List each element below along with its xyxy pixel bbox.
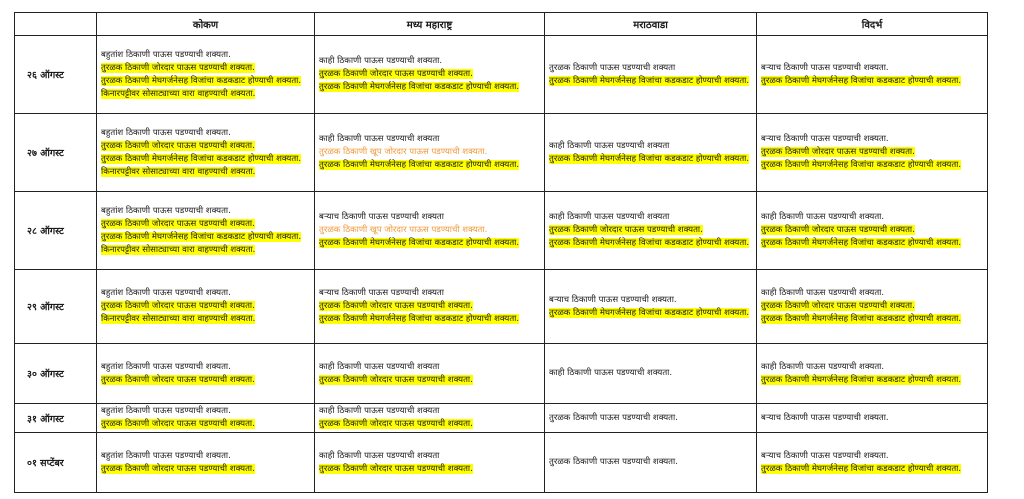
forecast-cell-vidarbha — [757, 270, 988, 344]
forecast-cell-konkan — [97, 433, 315, 493]
forecast-cell-vidarbha — [757, 114, 988, 192]
forecast-cell-marathwada — [545, 270, 757, 344]
forecast-line — [549, 456, 752, 469]
forecast-line-text: तुरळक ठिकाणी जोरदार पाऊस पडण्याची शक्यता. — [319, 301, 473, 311]
forecast-line-text: तुरळक ठिकाणी मेघगर्जनेसह विजांचा कडकडाट होण्याची शक्यता. — [101, 75, 302, 86]
forecast-line-text: तुरळक ठिकाणी जोरदार पाऊस पडण्याची शक्यता. — [101, 62, 255, 73]
forecast-line — [319, 55, 540, 68]
forecast-line — [101, 49, 310, 62]
highlighted-forecast-line — [319, 159, 540, 172]
date-cell: २६ ऑगस्ट — [15, 36, 97, 114]
header-row — [15, 13, 988, 36]
forecast-line — [761, 133, 983, 146]
highlighted-forecast-line — [101, 75, 310, 88]
date-cell: ३० ऑगस्ट — [15, 344, 97, 404]
forecast-line-text: तुरळक ठिकाणी मेघगर्जनेसह विजांचा कडकडाट होण्याची शक्यता. — [101, 231, 302, 242]
forecast-line-text: काही ठिकाणी पाऊस पडण्याची शक्यता — [319, 450, 440, 461]
highlighted-forecast-line — [101, 463, 310, 476]
highlighted-forecast-line — [319, 237, 540, 250]
forecast-line — [549, 294, 752, 307]
forecast-line-text: बहुतांश ठिकाणी पाऊस पडण्याची शक्यता. — [101, 406, 231, 416]
highlighted-forecast-line — [101, 153, 310, 166]
forecast-cell-madhya-maharashtra — [315, 404, 545, 433]
date-cell: २९ ऑगस्ट — [15, 270, 97, 344]
forecast-line — [319, 450, 540, 463]
highlighted-forecast-line — [761, 313, 983, 326]
highlighted-forecast-line — [101, 62, 310, 75]
highlighted-forecast-line — [761, 300, 983, 313]
highlighted-forecast-line — [101, 300, 310, 313]
forecast-line-text: तुरळक ठिकाणी पाऊस पडण्याची शक्यता. — [549, 457, 678, 467]
forecast-line — [101, 205, 310, 218]
forecast-line-text: तुरळक ठिकाणी जोरदार पाऊस पडण्याची शक्यता. — [761, 301, 915, 311]
forecast-line-text: काही ठिकाणी पाऊस पडण्याची शक्यता — [549, 140, 670, 151]
highlighted-forecast-line — [101, 244, 310, 257]
forecast-line-text: काही ठिकाणी पाऊस पडण्याची शक्यता — [319, 406, 440, 416]
header-madhya-maharashtra: मध्य महाराष्ट्र — [315, 13, 545, 36]
forecast-line-text: बहुतांश ठिकाणी पाऊस पडण्याची शक्यता. — [101, 361, 231, 372]
forecast-line — [761, 287, 983, 300]
forecast-line — [761, 62, 983, 75]
highlighted-forecast-line — [319, 68, 540, 81]
highlighted-forecast-line — [101, 374, 310, 387]
highlighted-forecast-line — [101, 88, 310, 101]
table-row — [15, 192, 988, 270]
forecast-cell-madhya-maharashtra — [315, 114, 545, 192]
table-row — [15, 114, 988, 192]
forecast-line — [319, 405, 540, 418]
header-vidarbha: विदर्भ — [757, 13, 988, 36]
forecast-line-text: तुरळक ठिकाणी जोरदार पाऊस पडण्याची शक्यता. — [101, 218, 255, 229]
forecast-line-text: तुरळक ठिकाणी मेघगर्जनेसह विजांचा कडकडाट होण्याची शक्यता. — [319, 238, 520, 248]
forecast-line-text: काही ठिकाणी पाऊस पडण्याची शक्यता. — [319, 56, 443, 66]
forecast-cell-konkan — [97, 404, 315, 433]
forecast-line-text: तुरळक ठिकाणी मेघगर्जनेसह विजांचा कडकडाट होण्याची शक्यता. — [761, 374, 962, 385]
forecast-line-text: काही ठिकाणी पाऊस पडण्याची शक्यता. — [549, 368, 673, 378]
forecast-line-text: तुरळक ठिकाणी मेघगर्जनेसह विजांचा कडकडाट होण्याची शक्यता. — [761, 314, 962, 324]
highlighted-forecast-line — [101, 313, 310, 326]
table-row — [15, 404, 988, 433]
forecast-line — [549, 412, 752, 425]
forecast-line — [101, 405, 310, 418]
forecast-line-text: तुरळक ठिकाणी मेघगर्जनेसह विजांचा कडकडाट होण्याची शक्यता. — [761, 463, 962, 474]
forecast-line — [319, 287, 540, 300]
forecast-line-text: तुरळक ठिकाणी जोरदार पाऊस पडण्याची शक्यता. — [319, 419, 473, 429]
highlighted-forecast-line — [101, 231, 310, 244]
highlighted-forecast-line — [761, 146, 983, 159]
forecast-line-text: काही ठिकाणी पाऊस पडण्याची शक्यता. — [761, 288, 885, 298]
forecast-line — [101, 450, 310, 463]
forecast-cell-konkan — [97, 36, 315, 114]
highlighted-forecast-line — [101, 418, 310, 431]
forecast-line-text: तुरळक ठिकाणी जोरदार पाऊस पडण्याची शक्यता. — [101, 301, 255, 311]
date-cell: ३१ ऑगस्ट — [15, 404, 97, 433]
forecast-line-text: तुरळक ठिकाणी मेघगर्जनेसह विजांचा कडकडाट होण्याची शक्यता. — [319, 160, 520, 170]
forecast-line-text: किनारपट्टीवर सोसाट्याच्या वारा वाहण्याची शक्यता. — [101, 166, 256, 177]
highlighted-forecast-line — [319, 81, 540, 94]
forecast-cell-marathwada — [545, 36, 757, 114]
forecast-line — [319, 361, 540, 374]
forecast-cell-madhya-maharashtra — [315, 344, 545, 404]
forecast-cell-konkan — [97, 344, 315, 404]
forecast-cell-madhya-maharashtra — [315, 192, 545, 270]
forecast-cell-marathwada — [545, 192, 757, 270]
forecast-cell-marathwada — [545, 114, 757, 192]
forecast-line-text: तुरळक ठिकाणी जोरदार पाऊस पडण्याची शक्यता. — [101, 463, 255, 474]
forecast-line-text: तुरळक ठिकाणी मेघगर्जनेसह विजांचा कडकडाट होण्याची शक्यता. — [761, 75, 962, 86]
table-row — [15, 433, 988, 493]
highlighted-forecast-line — [761, 75, 983, 88]
forecast-cell-marathwada — [545, 404, 757, 433]
forecast-table-body — [15, 36, 988, 493]
forecast-line — [761, 450, 983, 463]
date-cell: २७ ऑगस्ट — [15, 114, 97, 192]
highlighted-forecast-line — [761, 237, 983, 250]
highlighted-forecast-line — [319, 463, 540, 476]
forecast-line-text: काही ठिकाणी पाऊस पडण्याची शक्यता — [549, 212, 670, 222]
forecast-line-text: तुरळक ठिकाणी मेघगर्जनेसह विजांचा कडकडाट होण्याची शक्यता. — [101, 153, 302, 164]
forecast-line-text: तुरळक ठिकाणी पाऊस पडण्याची शक्यता. — [549, 412, 678, 423]
forecast-line-text: काही ठिकाणी पाऊस पडण्याची शक्यता. — [761, 361, 885, 372]
highlighted-forecast-line — [101, 166, 310, 179]
forecast-line-text: बहुतांश ठिकाणी पाऊस पडण्याची शक्यता. — [101, 450, 231, 461]
highlighted-forecast-line — [549, 153, 752, 166]
forecast-line-text: काही ठिकाणी पाऊस पडण्याची शक्यता — [319, 134, 440, 144]
forecast-line-text: तुरळक ठिकाणी मेघगर्जनेसह विजांचा कडकडाट होण्याची शक्यता. — [761, 238, 962, 248]
forecast-line — [549, 140, 752, 153]
highlighted-forecast-line — [319, 300, 540, 313]
forecast-line-text: तुरळक ठिकाणी जोरदार पाऊस पडण्याची शक्यता. — [101, 374, 255, 385]
highlighted-forecast-line — [101, 140, 310, 153]
forecast-line-text: तुरळक ठिकाणी जोरदार पाऊस पडण्याची शक्यता. — [549, 225, 703, 235]
forecast-cell-vidarbha — [757, 404, 988, 433]
forecast-line-text: तुरळक ठिकाणी खूप जोरदार पाऊस पडण्याची शक्यता. — [319, 147, 488, 157]
header-konkan: कोकण — [97, 13, 315, 36]
forecast-line-text: बऱ्याच ठिकाणी पाऊस पडण्याची शक्यता. — [761, 62, 889, 73]
forecast-line-text: तुरळक ठिकाणी खूप जोरदार पाऊस पडण्याची शक्यता. — [319, 225, 488, 235]
forecast-cell-marathwada — [545, 433, 757, 493]
forecast-line-text: किनारपट्टीवर सोसाट्याच्या वारा वाहण्याची शक्यता. — [101, 314, 256, 324]
forecast-line-text: तुरळक ठिकाणी पाऊस पडण्याची शक्यता — [549, 62, 676, 73]
forecast-line-text: किनारपट्टीवर सोसाट्याच्या वारा वाहण्याची शक्यता. — [101, 244, 256, 255]
forecast-line-text: तुरळक ठिकाणी मेघगर्जनेसह विजांचा कडकडाट होण्याची शक्यता. — [319, 82, 520, 92]
forecast-cell-madhya-maharashtra — [315, 433, 545, 493]
header-date-column — [15, 13, 97, 36]
forecast-line-text: तुरळक ठिकाणी मेघगर्जनेसह विजांचा कडकडाट होण्याची शक्यता. — [549, 153, 750, 164]
forecast-line-text: बऱ्याच ठिकाणी पाऊस पडण्याची शक्यता. — [761, 412, 889, 423]
forecast-line — [549, 62, 752, 75]
forecast-line-text: बऱ्याच ठिकाणी पाऊस पडण्याची शक्यता — [319, 212, 444, 222]
forecast-cell-madhya-maharashtra — [315, 36, 545, 114]
forecast-line-text: तुरळक ठिकाणी जोरदार पाऊस पडण्याची शक्यता. — [319, 463, 473, 474]
table-row — [15, 36, 988, 114]
forecast-cell-madhya-maharashtra — [315, 270, 545, 344]
forecast-line-text: तुरळक ठिकाणी जोरदार पाऊस पडण्याची शक्यता. — [761, 225, 915, 235]
table-row — [15, 344, 988, 404]
forecast-line — [761, 211, 983, 224]
highlighted-forecast-line — [761, 374, 983, 387]
forecast-table-wrapper — [14, 12, 988, 493]
forecast-cell-konkan — [97, 270, 315, 344]
highlighted-forecast-line — [101, 218, 310, 231]
header-marathwada: मराठवाडा — [545, 13, 757, 36]
forecast-line — [101, 127, 310, 140]
forecast-line-text: बऱ्याच ठिकाणी पाऊस पडण्याची शक्यता. — [549, 294, 677, 305]
forecast-line-text: किनारपट्टीवर सोसाट्याच्या वारा वाहण्याची शक्यता. — [101, 88, 256, 99]
forecast-cell-vidarbha — [757, 36, 988, 114]
forecast-line-text: बहुतांश ठिकाणी पाऊस पडण्याची शक्यता. — [101, 49, 231, 60]
forecast-line — [319, 211, 540, 224]
forecast-line-text: तुरळक ठिकाणी जोरदार पाऊस पडण्याची शक्यता. — [101, 419, 255, 429]
forecast-table — [14, 12, 988, 493]
forecast-line-text: काही ठिकाणी पाऊस पडण्याची शक्यता. — [761, 212, 885, 222]
highlighted-forecast-line — [761, 159, 983, 172]
forecast-line-text: तुरळक ठिकाणी जोरदार पाऊस पडण्याची शक्यता. — [319, 69, 473, 79]
forecast-cell-vidarbha — [757, 433, 988, 493]
forecast-line-text: तुरळक ठिकाणी मेघगर्जनेसह विजांचा कडकडाट होण्याची शक्यता. — [549, 307, 750, 318]
highlighted-forecast-line — [761, 463, 983, 476]
forecast-line — [101, 361, 310, 374]
forecast-line-text: बहुतांश ठिकाणी पाऊस पडण्याची शक्यता. — [101, 127, 231, 138]
highlighted-forecast-line — [549, 307, 752, 320]
forecast-cell-vidarbha — [757, 344, 988, 404]
forecast-line-text: बऱ्याच ठिकाणी पाऊस पडण्याची शक्यता. — [761, 134, 889, 144]
forecast-cell-konkan — [97, 192, 315, 270]
highlighted-forecast-line — [549, 224, 752, 237]
highlighted-forecast-line — [549, 75, 752, 88]
forecast-line — [761, 361, 983, 374]
forecast-line-text: बऱ्याच ठिकाणी पाऊस पडण्याची शक्यता — [319, 288, 444, 298]
forecast-line — [549, 211, 752, 224]
highlighted-forecast-line — [319, 313, 540, 326]
forecast-cell-marathwada — [545, 344, 757, 404]
table-row — [15, 270, 988, 344]
forecast-line-text: तुरळक ठिकाणी मेघगर्जनेसह विजांचा कडकडाट होण्याची शक्यता. — [761, 160, 962, 170]
forecast-line-text: तुरळक ठिकाणी मेघगर्जनेसह विजांचा कडकडाट होण्याची शक्यता. — [319, 314, 520, 324]
forecast-line-text: तुरळक ठिकाणी जोरदार पाऊस पडण्याची शक्यता. — [319, 374, 473, 385]
forecast-line — [549, 367, 752, 380]
warning-forecast-line — [319, 146, 540, 159]
forecast-line — [101, 287, 310, 300]
forecast-line-text: बऱ्याच ठिकाणी पाऊस पडण्याची शक्यता. — [761, 450, 889, 461]
forecast-line-text: तुरळक ठिकाणी जोरदार पाऊस पडण्याची शक्यता. — [761, 147, 915, 157]
forecast-line — [761, 412, 983, 425]
warning-forecast-line — [319, 224, 540, 237]
forecast-line-text: तुरळक ठिकाणी मेघगर्जनेसह विजांचा कडकडाट होण्याची शक्यता. — [549, 75, 750, 86]
forecast-line-text: तुरळक ठिकाणी मेघगर्जनेसह विजांचा कडकडाट होण्याची शक्यता. — [549, 238, 750, 248]
highlighted-forecast-line — [319, 418, 540, 431]
forecast-cell-vidarbha — [757, 192, 988, 270]
highlighted-forecast-line — [549, 237, 752, 250]
forecast-line — [319, 133, 540, 146]
forecast-line-text: काही ठिकाणी पाऊस पडण्याची शक्यता — [319, 361, 440, 372]
date-cell: २८ ऑगस्ट — [15, 192, 97, 270]
forecast-cell-konkan — [97, 114, 315, 192]
forecast-line-text: बहुतांश ठिकाणी पाऊस पडण्याची शक्यता. — [101, 205, 231, 216]
forecast-line-text: तुरळक ठिकाणी जोरदार पाऊस पडण्याची शक्यता. — [101, 140, 255, 151]
date-cell: ०१ सप्टेंबर — [15, 433, 97, 493]
forecast-line-text: बहुतांश ठिकाणी पाऊस पडण्याची शक्यता. — [101, 288, 231, 298]
highlighted-forecast-line — [761, 224, 983, 237]
highlighted-forecast-line — [319, 374, 540, 387]
